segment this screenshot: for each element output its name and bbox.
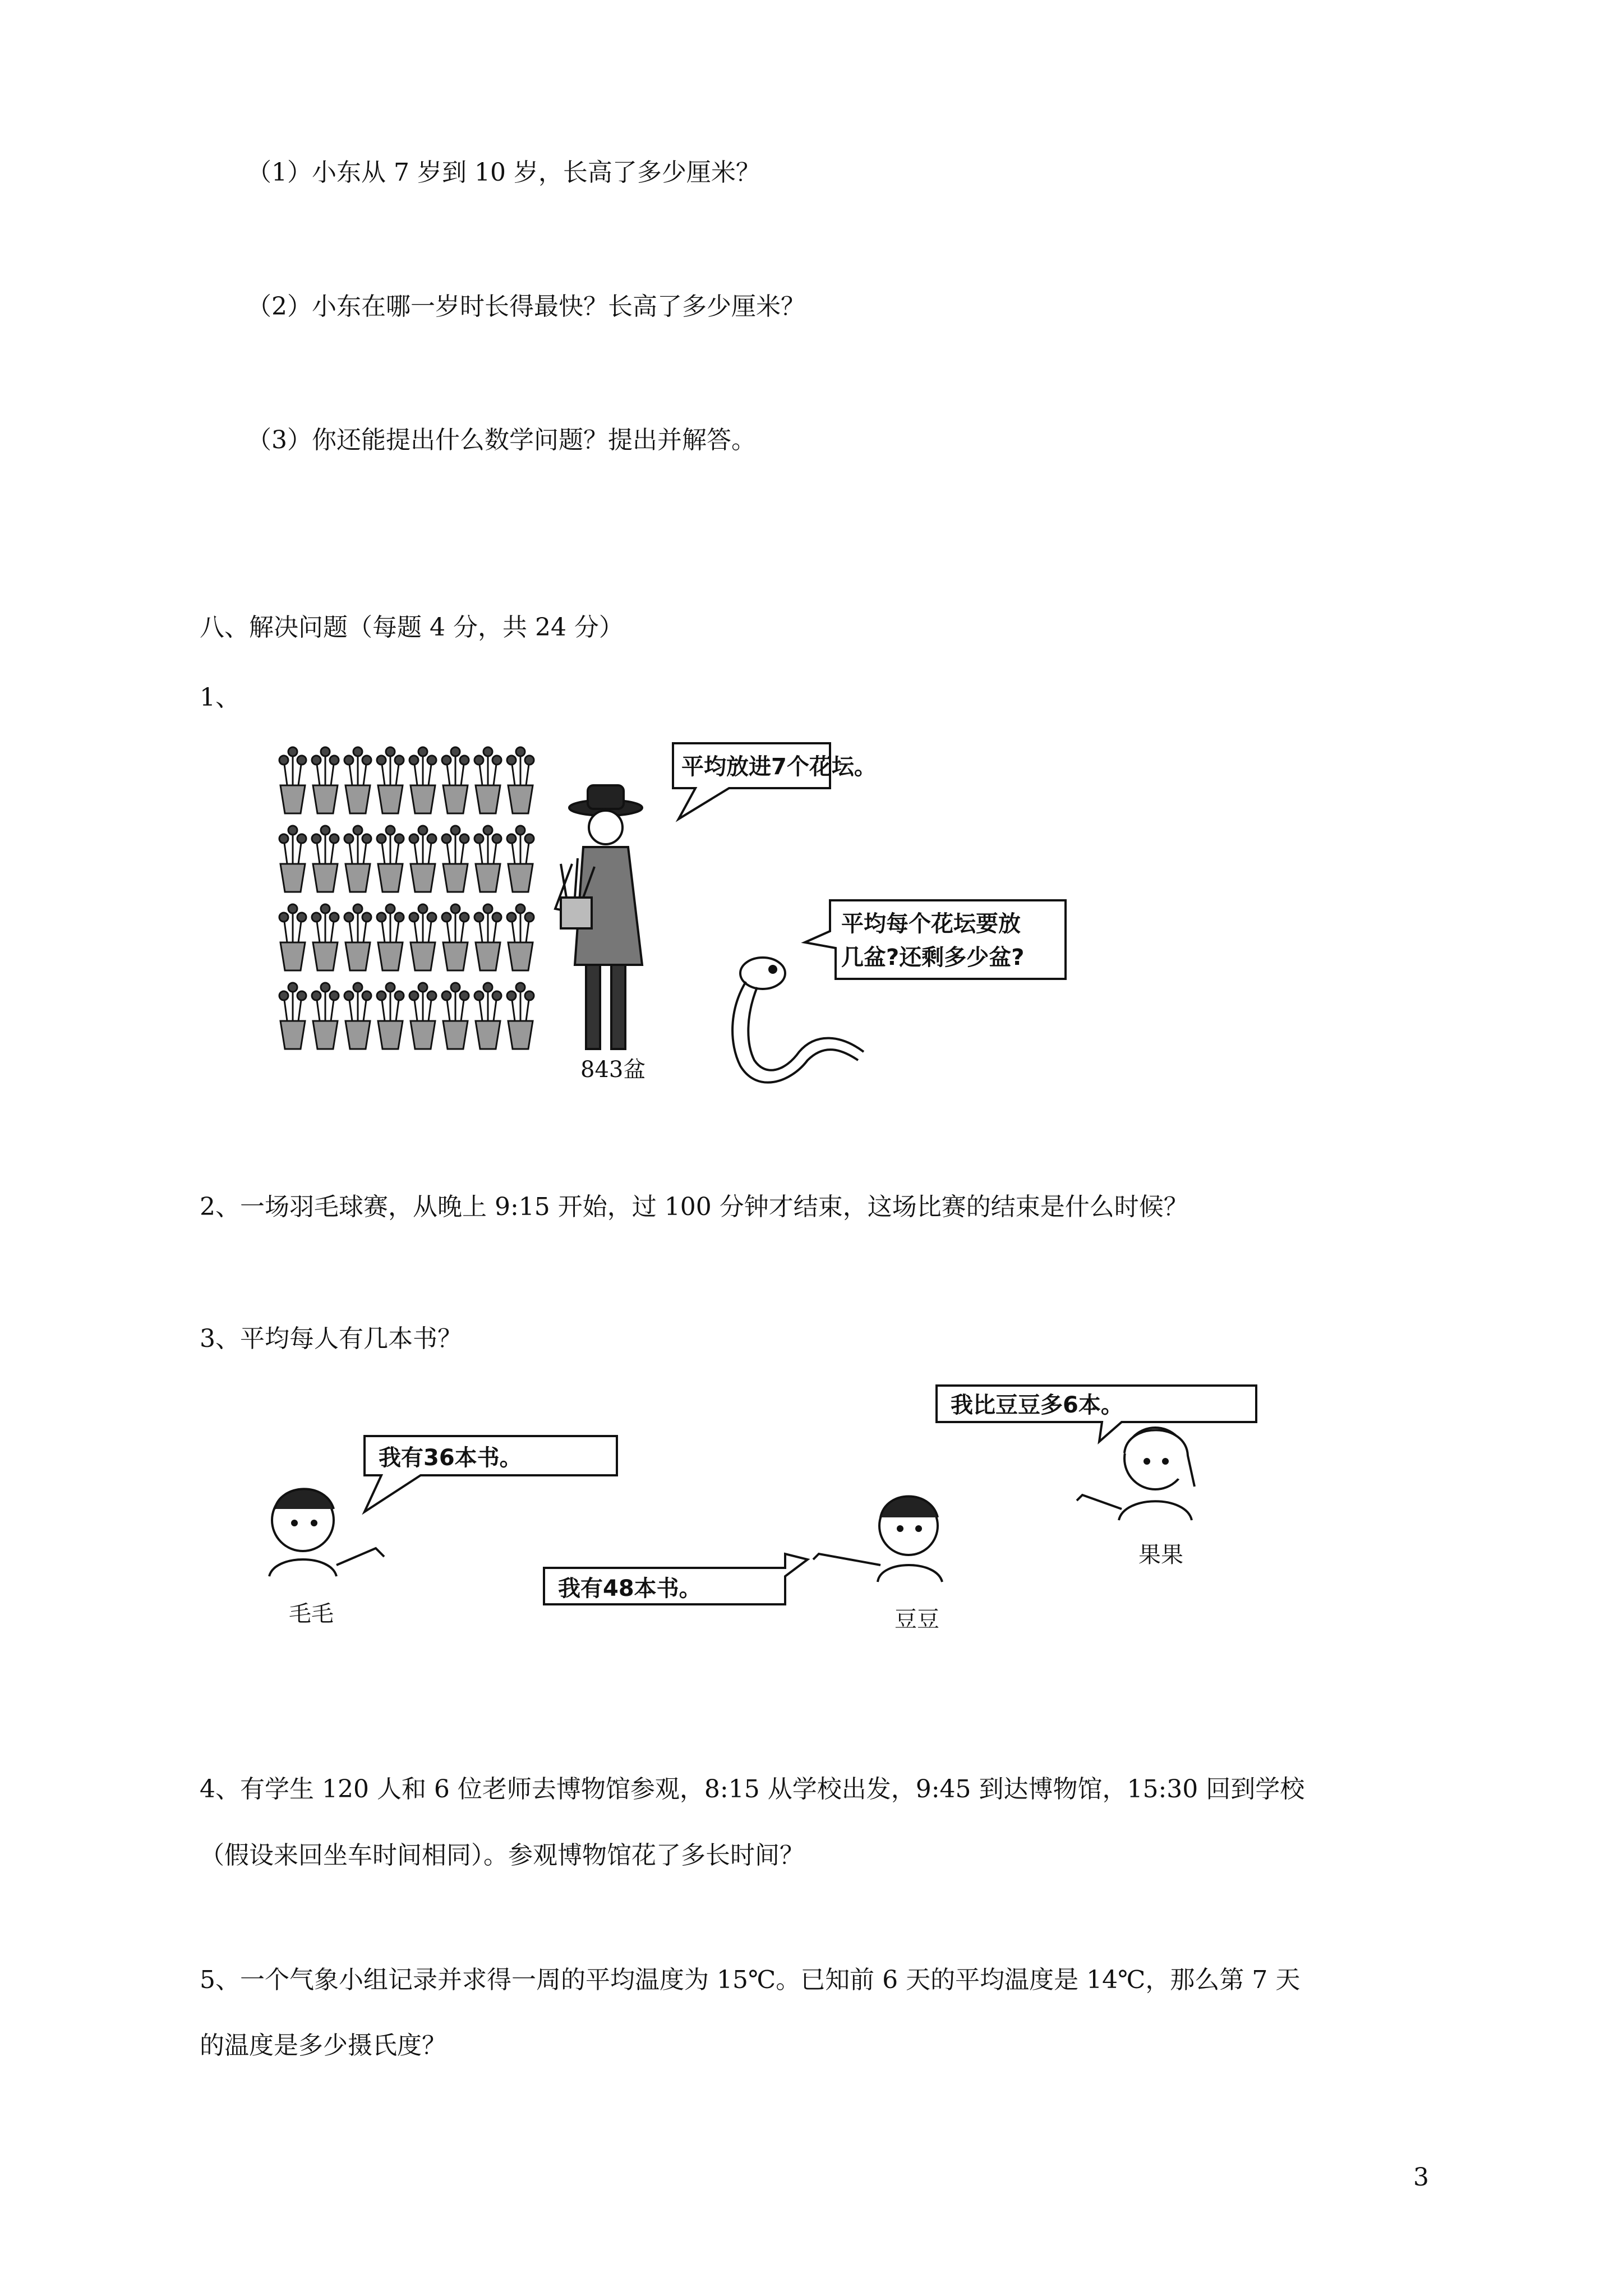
name-doudou: 豆豆 <box>895 1607 939 1632</box>
problem-4-line-2: （假设来回坐车时间相同）。参观博物馆花了多长时间？ <box>200 1841 804 1870</box>
question-2: （2）小东在哪一岁时长得最快？长高了多少厘米？ <box>247 292 805 321</box>
flower-pot <box>344 904 371 970</box>
section-title: 八、解决问题（每题 4 分，共 24 分） <box>200 613 624 642</box>
flower-pot <box>442 904 469 970</box>
problem-1-number: 1、 <box>200 683 240 712</box>
flower-pot <box>474 826 501 892</box>
flower-pot <box>312 983 339 1049</box>
maomao-speech-text: 我有36本书。 <box>379 1445 522 1471</box>
pot-count-label: 843盆 <box>580 1057 646 1083</box>
name-maomao: 毛毛 <box>289 1601 334 1627</box>
gardener-speech-text: 平均放进7个花坛。 <box>681 754 877 780</box>
guoguo-illustration <box>1077 1428 1195 1520</box>
flower-pot <box>474 904 501 970</box>
gardener-illustration <box>555 785 642 1049</box>
page-number: 3 <box>1413 2163 1429 2192</box>
problem-3-text: 3、平均每人有几本书？ <box>200 1324 462 1353</box>
snake-speech-line-1: 平均每个花坛要放 <box>841 911 1021 937</box>
flower-pot <box>507 904 534 970</box>
flower-pot <box>409 826 436 892</box>
flower-pot <box>279 983 306 1049</box>
flower-pot <box>442 826 469 892</box>
name-guoguo: 果果 <box>1138 1542 1183 1568</box>
problem-5-line-2: 的温度是多少摄氏度？ <box>200 2031 446 2060</box>
flower-pot <box>409 983 436 1049</box>
maomao-illustration <box>269 1489 384 1576</box>
guoguo-speech-text: 我比豆豆多6本。 <box>951 1392 1123 1418</box>
flower-pot <box>474 747 501 813</box>
flower-pot <box>279 826 306 892</box>
flower-pot-grid <box>279 747 534 1049</box>
flower-pot <box>442 747 469 813</box>
flower-pot <box>507 826 534 892</box>
flower-pot <box>409 747 436 813</box>
flower-pot <box>279 747 306 813</box>
flower-pot <box>344 747 371 813</box>
question-3: （3）你还能提出什么数学问题？提出并解答。 <box>247 426 756 454</box>
flower-pot <box>474 983 501 1049</box>
flower-pot <box>507 983 534 1049</box>
problem-2-text: 2、一场羽毛球赛，从晚上 9:15 开始，过 100 分钟才结束，这场比赛的结束是什么时候？ <box>200 1193 1188 1221</box>
flower-pot <box>377 904 404 970</box>
problem-1-figure <box>269 729 1077 1099</box>
flower-pot <box>279 904 306 970</box>
flower-pot <box>344 983 371 1049</box>
flower-pot <box>377 747 404 813</box>
flower-pot <box>312 826 339 892</box>
doudou-illustration <box>813 1497 942 1582</box>
flower-pot <box>409 904 436 970</box>
problem-4-line-1: 4、有学生 120 人和 6 位老师去博物馆参观，8:15 从学校出发，9:45 到达博物馆，15:30 回到学校 <box>200 1775 1305 1803</box>
flower-pot <box>312 747 339 813</box>
flower-pot <box>312 904 339 970</box>
flower-pot <box>507 747 534 813</box>
question-1: （1）小东从 7 岁到 10 岁，长高了多少厘米？ <box>247 158 760 187</box>
snake-speech-line-2: 几盆?还剩多少盆? <box>841 945 1025 970</box>
doudou-speech-text: 我有48本书。 <box>558 1576 702 1602</box>
flower-pot <box>377 826 404 892</box>
problem-3-figure <box>236 1374 1301 1638</box>
problem-5-line-1: 5、一个气象小组记录并求得一周的平均温度为 15℃。已知前 6 天的平均温度是 14℃，那么第 7 天 <box>200 1966 1301 1994</box>
flower-pot <box>377 983 404 1049</box>
flower-pot <box>344 826 371 892</box>
flower-pot <box>442 983 469 1049</box>
